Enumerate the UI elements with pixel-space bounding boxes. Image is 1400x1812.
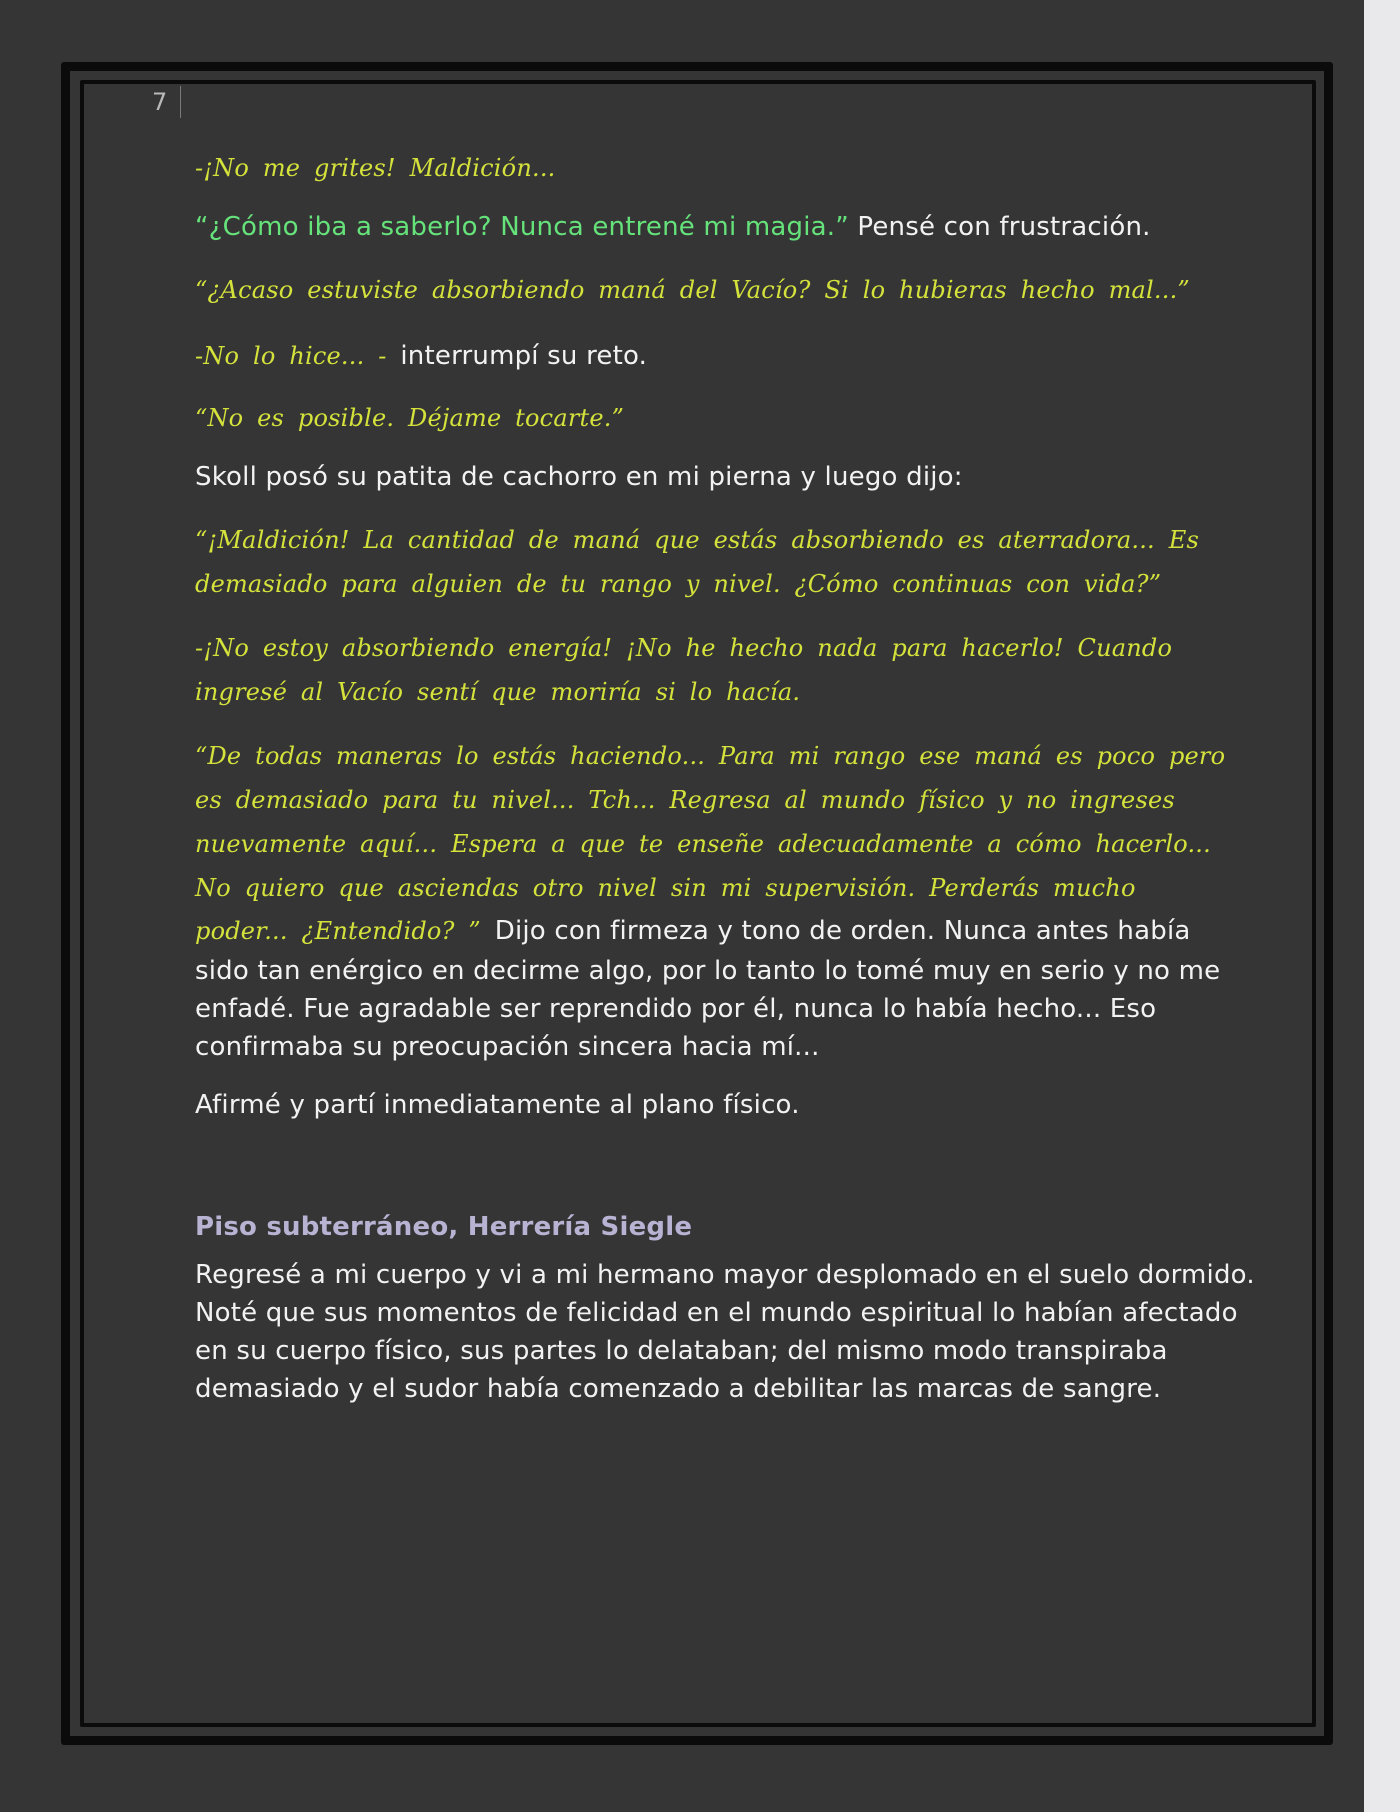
dialogue: -No lo hice... -	[195, 342, 401, 370]
dialogue-line: nuevamente aquí... Espera a que te enseñe adecuadamente a cómo hacerlo...	[195, 830, 1211, 858]
inner-thought: “¿Cómo iba a saberlo? Nunca entrené mi magia.”	[195, 212, 849, 242]
page-frame-inner	[80, 80, 1316, 1727]
dialogue-line: -¡No estoy absorbiendo energía! ¡No he hecho nada para hacerlo! Cuando	[195, 634, 1173, 662]
page-number: 7	[152, 86, 181, 118]
dialogue-line: “No es posible. Déjame tocarte.”	[195, 404, 625, 432]
dialogue-line: demasiado para alguien de tu rango y nivel. ¿Cómo continuas con vida?”	[195, 570, 1162, 598]
narration-line: confirmaba su preocupación sincera hacia mí...	[195, 1032, 820, 1062]
dialogue-line: “De todas maneras lo estás haciendo... Para mi rango ese maná es poco pero	[195, 742, 1226, 770]
dialogue-line: es demasiado para tu nivel... Tch... Regresa al mundo físico y no ingreses	[195, 786, 1175, 814]
dialogue: poder... ¿Entendido? ”	[195, 917, 495, 945]
narration: interrumpí su reto.	[400, 341, 648, 371]
narration-line: Afirmé y partí inmediatamente al plano físico.	[195, 1090, 800, 1120]
narration-line: demasiado y el sudor había comenzado a debilitar las marcas de sangre.	[195, 1374, 1162, 1404]
narration: Pensé con frustración.	[848, 212, 1151, 242]
narration-line: enfadé. Fue agradable ser reprendido por él, nunca lo había hecho... Eso	[195, 994, 1157, 1024]
narration-line: en su cuerpo físico, sus partes lo delataban; del mismo modo transpiraba	[195, 1336, 1168, 1366]
narration-line: Noté que sus momentos de felicidad en el mundo espiritual lo habían afectado	[195, 1298, 1238, 1328]
dialogue-line: -¡No me grites! Maldición...	[195, 154, 556, 182]
dialogue-line: “¡Maldición! La cantidad de maná que estás absorbiendo es aterradora... Es	[195, 526, 1199, 554]
narration-line: sido tan enérgico en decirme algo, por lo tanto lo tomé muy en serio y no me	[195, 956, 1221, 986]
dialogue-line: No quiero que asciendas otro nivel sin mi supervisión. Perderás mucho	[195, 874, 1136, 902]
dialogue-paragraph	[195, 341, 647, 371]
narration-line: Regresé a mi cuerpo y vi a mi hermano mayor desplomado en el suelo dormido.	[195, 1260, 1255, 1290]
narration-line: Skoll posó su patita de cachorro en mi pierna y luego dijo:	[195, 462, 963, 492]
thought-paragraph	[195, 212, 1151, 242]
narration: Dijo con firmeza y tono de orden. Nunca antes había	[494, 916, 1191, 946]
dialogue-line: “¿Acaso estuviste absorbiendo maná del Vacío? Si lo hubieras hecho mal...”	[195, 276, 1190, 304]
dialogue-line: ingresé al Vacío sentí que moriría si lo hacía.	[195, 678, 801, 706]
scene-heading: Piso subterráneo, Herrería Siegle	[195, 1212, 693, 1242]
page-edge-strip	[1364, 0, 1400, 1812]
mixed-line	[195, 916, 1191, 946]
